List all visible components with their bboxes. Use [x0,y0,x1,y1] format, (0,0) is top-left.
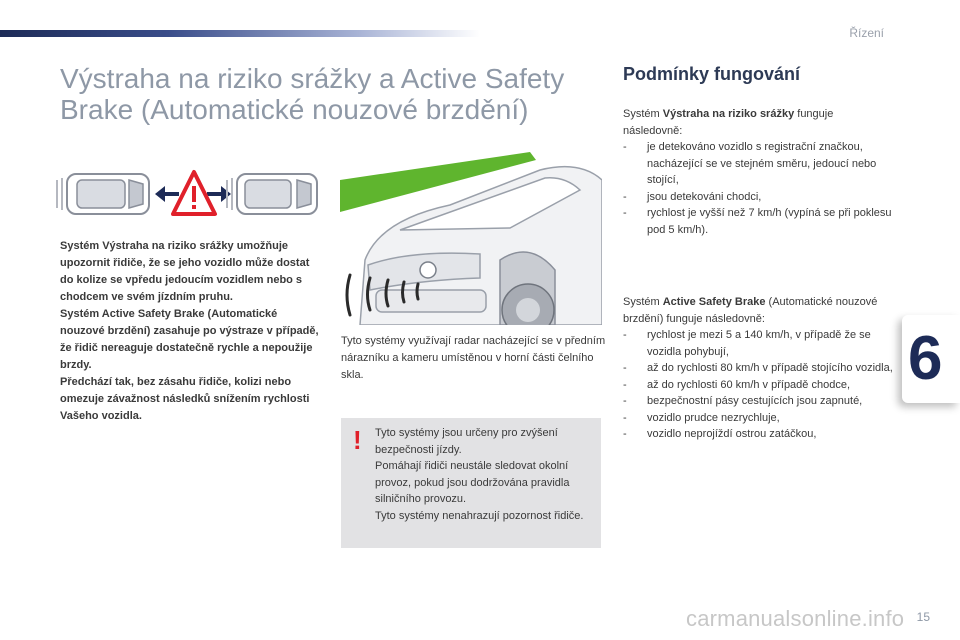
brand-logo-icon [420,262,436,278]
list-dash: - [623,378,627,391]
list-dash: - [623,362,627,374]
conditions-list [623,327,893,443]
list-item [623,327,893,360]
conditions-block-active-safety-brake [623,294,893,443]
header-gradient-bar [0,30,480,37]
list-dash: - [623,329,627,341]
list-dash: - [623,411,627,424]
section-label: Řízení [849,26,884,40]
list-item-text: až do rychlosti 80 km/h v případě stojícího vozidla, [647,362,893,374]
conditions-heading: Podmínky fungování [623,64,801,84]
list-dash: - [623,395,627,407]
list-item [623,426,893,443]
list-item [623,393,893,410]
page-title-line-2: Brake (Automatické nouzové brzdění) [60,94,529,125]
rear-van-icon [57,174,149,214]
exclamation-icon: ! [353,425,362,455]
system-name: Active Safety Brake [662,296,766,308]
page-title [60,63,600,125]
list-item [623,139,893,189]
list-item-text: rychlost je mezi 5 a 140 km/h, v případě že se vozidla pohybují, [647,329,871,358]
list-item-text: jsou detekováni chodci, [647,190,762,203]
intro-paragraph: Systém Active Safety Brake (Automatické nouzové brzdění) zasahuje po výstraze v případě, že řidič nereaguje dostatečně rychle a nepoužije brzdy. [60,308,319,371]
conditions-block-collision-warning [623,106,893,238]
safety-notice-box [341,418,601,548]
list-item-text: je detekováno vozidlo s registrační značkou, nacházející se ve stejném směru, jedoucí nebo stojící, [647,141,877,186]
page-title-line-1: Výstraha na riziko srážky a Active Safety [60,63,565,94]
notice-paragraph: Tyto systémy nenahrazují pozornost řidiče. [375,509,584,522]
list-dash: - [623,190,627,203]
conditions-intro [623,294,893,327]
conditions-list [623,139,893,238]
conditions-intro-prefix: Systém [623,296,663,308]
list-item-text: vozidlo prudce nezrychluje, [647,411,780,424]
list-item [623,205,893,238]
radar-description: Tyto systémy využívají radar nacházející se v předním nárazníku a kameru umístěnou v horní části čelního skla. [341,335,606,381]
front-van-icon [227,174,317,214]
list-item-text: až do rychlosti 60 km/h v případě chodce, [647,378,850,391]
vehicle-radar-illustration [340,150,602,325]
safety-notice-text [375,425,597,524]
notice-paragraph: Pomáhají řidiči neustále sledovat okolní provoz, pokud jsou dodržována pravidla silničního provozu. [375,460,570,505]
chapter-tab [902,315,960,403]
conditions-intro-prefix: Systém [623,108,663,120]
collision-diagram [55,168,320,220]
list-dash: - [623,141,627,153]
list-item [623,360,893,377]
conditions-intro [623,106,893,139]
system-name: Výstraha na riziko srážky [662,108,795,120]
intro-text [60,238,322,425]
list-item [623,189,893,206]
notice-paragraph: Tyto systémy jsou určeny pro zvýšení bezpečnosti jízdy. [375,427,558,456]
conditions-intro-suffix: funguje následovně: [623,108,834,137]
page-number: 15 [916,610,930,624]
list-item-text: bezpečnostní pásy cestujících jsou zapnuté, [647,395,863,407]
chapter-number: 6 [908,324,943,393]
list-item [623,410,893,427]
intro-paragraph: Předchází tak, bez zásahu řidiče, kolizi nebo omezuje závažnost následků snížením rychlosti Vašeho vozidla. [60,376,310,422]
list-item-text: rychlost je vyšší než 7 km/h (vypíná se při poklesu pod 5 km/h). [647,207,892,236]
list-item-text: vozidlo neprojíždí ostrou zatáčkou, [647,428,817,440]
watermark: carmanualsonline.info [686,606,905,631]
conditions-intro-suffix: (Automatické nouzové brzdění) funguje následovně: [623,296,878,325]
intro-paragraph: Systém Výstraha na riziko srážky umožňuje upozornit řidiče, že se jeho vozidlo může dostat do kolize se vpředu jedoucím vozidlem nebo s chodcem ve svém jízdním pruhu. [60,240,310,303]
list-dash: - [623,428,627,440]
list-dash: - [623,207,627,219]
list-item [623,377,893,394]
